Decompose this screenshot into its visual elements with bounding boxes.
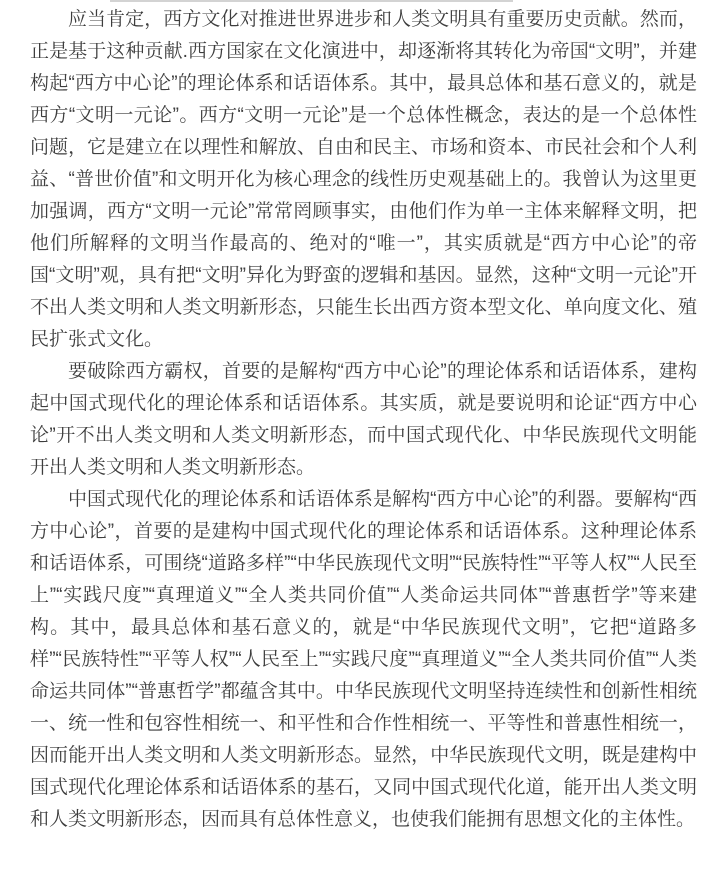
paragraph-deconstruct-western-hegemony: 要破除西方霸权，首要的是解构“西方中心论”的理论体系和话语体系，建构起中国式现代化的理论体系和话语体系。其实质，就是要说明和论证“西方中心论”开不出人类文明和人类文明新形态，而中国式现代化、中华民族现代文明能开出人类文明和人类文明新形态。 [30, 361, 697, 478]
paragraph-western-civilization-critique: 应当肯定，西方文化对推进世界进步和人类文明具有重要历史贡献。然而，正是基于这种贡献.西方国家在文化演进中，却逐渐将其转化为帝国“文明”，并建构起“西方中心论”的理论体系和话语体系。其中，最具总体和基石意义的，就是西方“文明一元论”。西方“文明一元论”是一个总体性概念，表达的是一个总体性问题，它是建立在以理性和解放、自由和民主、市场和资本、市民社会和个人利益、“普世价值”和文明开化为核心理念的线性历史观基础上的。我曾认为这里更加强调，西方“文明一元论”常常罔顾事实，由他们作为单一主体来解释文明，把他们所解释的文明当作最高的、绝对的“唯一”，其实质就是“西方中心论”的帝国“文明”观，具有把“文明”异化为野蛮的逻辑和基因。显然，这种“文明一元论”开不出人类文明和人类文明新形态，只能生长出西方资本型文化、单向度文化、殖民扩张式文化。 [30, 9, 697, 350]
page-top-crop-artifact [110, 0, 513, 2]
paragraph-chinese-modernization-discourse: 中国式现代化的理论体系和话语体系是解构“西方中心论”的利器。要解构“西方中心论”，首要的是建构中国式现代化的理论体系和话语体系。这种理论体系和话语体系，可围绕“道路多样”“中华民族现代文明”“民族特性”“平等人权”“人民至上”“实践尺度”“真理道义”“全人类共同价值”“人类命运共同体”“普惠哲学”等来建构。其中，最具总体和基石意义的，就是“中华民族现代文明”，它把“道路多样”“民族特性”“平等人权”“人民至上”“实践尺度”“真理道义”“全人类共同价值”“人类命运共同体”“普惠哲学”都蕴含其中。中华民族现代文明坚持连续性和创新性相统一、统一性和包容性相统一、和平性和合作性相统一、平等性和普惠性相统一，因而能开出人类文明和人类文明新形态。显然，中华民族现代文明，既是建构中国式现代化理论体系和话语体系的基石，又同中国式现代化道，能开出人类文明和人类文明新形态，因而具有总体性意义，也使我们能拥有思想文化的主体性。 [30, 489, 697, 830]
